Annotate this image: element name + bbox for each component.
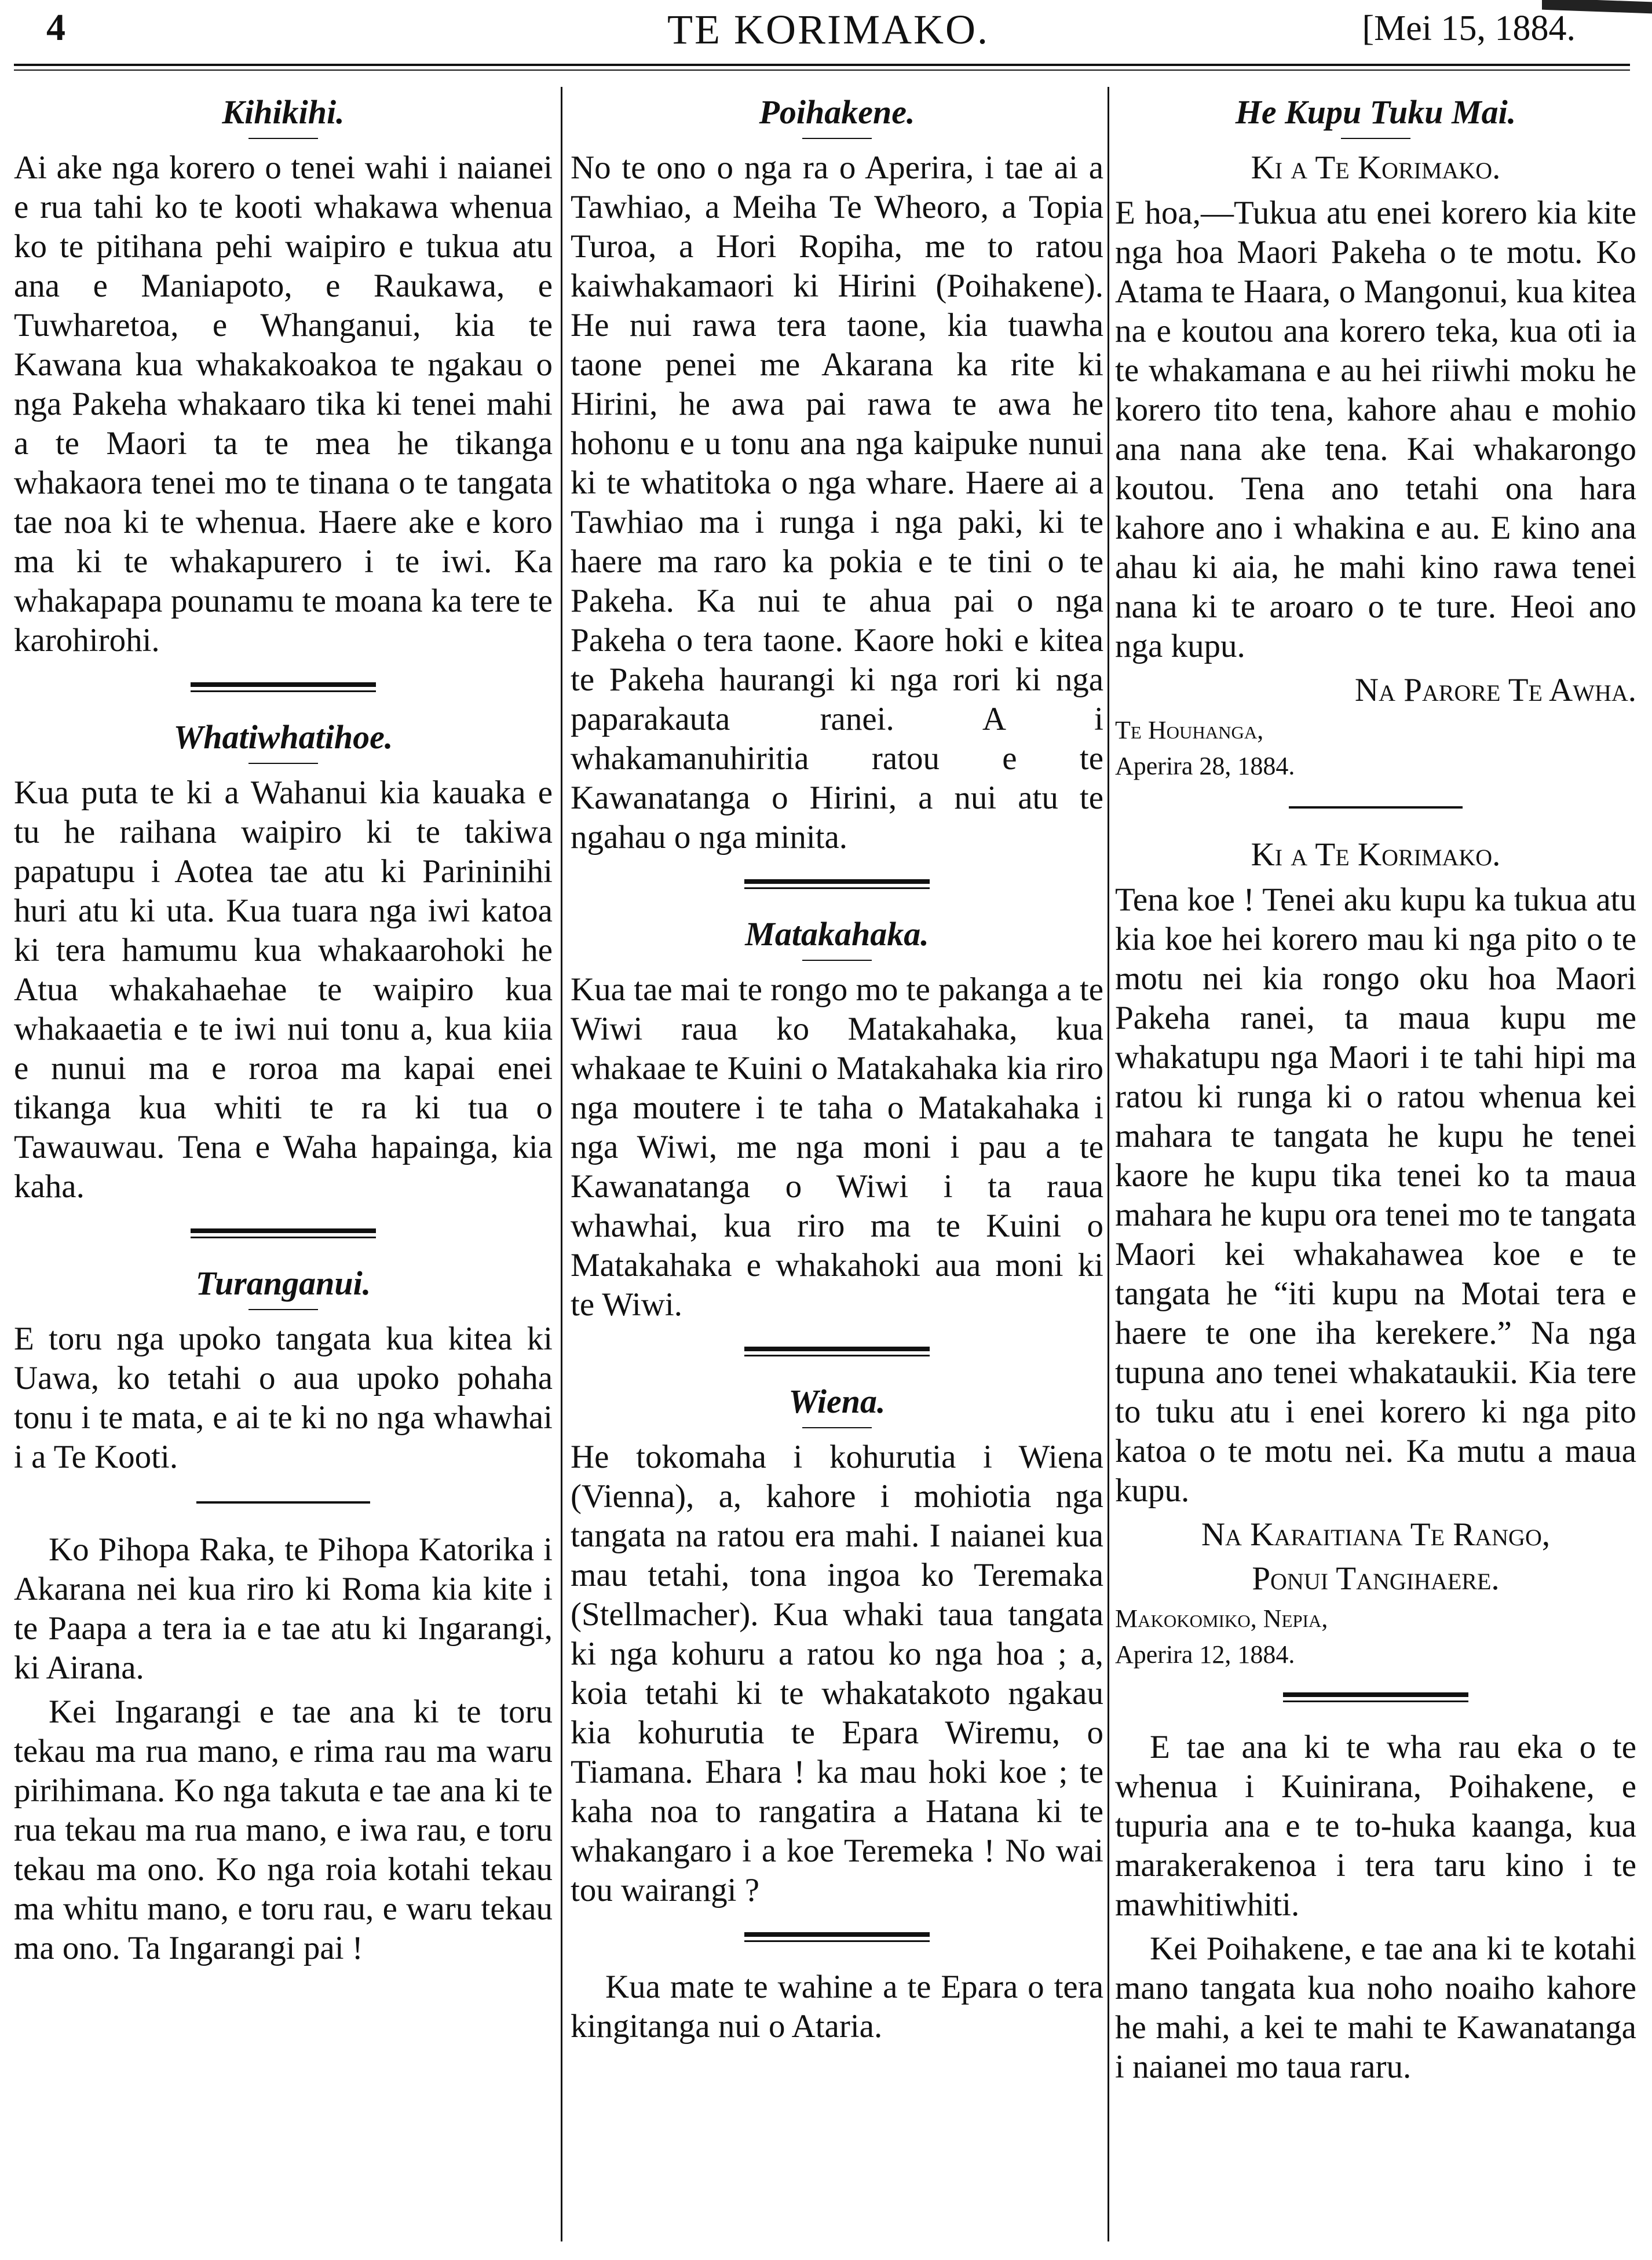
heading-rule bbox=[802, 1427, 872, 1428]
column-1 bbox=[14, 93, 553, 1973]
article-heading-turanganui: Turanganui. bbox=[195, 1264, 371, 1302]
article-body-turanganui: E toru nga upoko tangata kua kitea ki Uawa, ko tetahi o aua upoko pohaha tonu i te mata, e ai te ki no nga whawhai i a Te Kooti. bbox=[14, 1321, 553, 1475]
section-divider bbox=[1283, 1692, 1468, 1702]
letter-signature-1: Na Parore Te Awha. bbox=[1354, 672, 1636, 708]
article-heading-wiena: Wiena. bbox=[788, 1383, 886, 1420]
header-rule bbox=[14, 64, 1630, 66]
section-divider bbox=[744, 879, 930, 889]
article-heading-whatiwhatihoe: Whatiwhatihoe. bbox=[173, 718, 393, 756]
article-body-poihakene: No te ono o nga ra o Aperira, i tae ai a Tawhiao, a Meiha Te Wheoro, a Topia Turoa, a Hori Ropiha, me to ratou kaiwhakamaori ki Hirini (Poihakene). He nui rawa tera taone, kia tuawha taone penei me Akarana ka rite ki Hirini, he awa pai rawa te awa he hohonu e u tonu ana nga kaipuke nunui ki te whatitoka o nga whare. Haere ai a Tawhiao ma i runga i nga paki, ki te haere ma raro ka pokia e te tini o te Pakeha. Ka nui te ahua pai o nga Pakeha o tera taone. Kaore hoki e kitea te Pakeha haurangi ki nga rori ki nga paparakauta ranei. A i whakamanuhiritia ratou e te Kawanatanga o Hirini, a nui atu te ngahau o nga minita. bbox=[571, 149, 1103, 855]
column-divider-2 bbox=[1108, 87, 1109, 2241]
section-divider bbox=[744, 1347, 930, 1356]
section-divider bbox=[191, 1228, 376, 1238]
section-rule bbox=[1289, 806, 1463, 809]
article-body-kuinirana-2: Kei Poihakene, e tae ana ki te kotahi mano tangata kua noho noaiho kahore he mahi, a kei te mahi te Kawanatanga i naianei mo taua raru. bbox=[1115, 1930, 1636, 2085]
issue-date: [Mei 15, 1884. bbox=[1362, 9, 1576, 48]
masthead-title: TE KORIMAKO. bbox=[667, 6, 989, 53]
letter-signature-2b: Ponui Tangihaere. bbox=[1252, 1560, 1500, 1597]
article-body-matakahaka: Kua tae mai te rongo mo te pakanga a te Wiwi raua ko Matakahaka, kua whakaae te Kuini o Matakahaka kia riro nga moutere i te taha o Matakahaka i nga Wiwi, me nga moni i pau a te Kawanatanga o Wiwi i ta raua whawhai, kua riro ma te Kuini o Matakahaka e whakahoki aua moni ki te Wiwi. bbox=[571, 971, 1103, 1323]
letter-addressee-1: Ki a Te Korimako. bbox=[1251, 149, 1501, 186]
article-heading-matakahaka: Matakahaka. bbox=[745, 915, 929, 953]
column-3 bbox=[1115, 93, 1636, 2091]
heading-rule bbox=[1341, 138, 1410, 139]
letter-date-1: Aperira 28, 1884. bbox=[1115, 752, 1295, 780]
article-body-kuinirana-1: E tae ana ki te wha rau eka o te whenua i Kuinirana, Poihakene, e tupuria ana e te to-huka kaanga, kua marakerakenoa i tera taru kino i te mawhitiwhiti. bbox=[1115, 1729, 1636, 1923]
heading-rule bbox=[802, 960, 872, 961]
page-number: 4 bbox=[46, 6, 65, 49]
letter-place-1: Te Houhanga, bbox=[1115, 716, 1264, 744]
letter-body-1: E hoa,—Tukua atu enei korero kia kite nga hoa Maori Pakeha o te motu. Ko Atama te Haara, o Mangonui, kua kitea na e koutou ana korero teka, kua oti ia te whakamana e au hei riiwhi moku he korero tito tena, kahore ahau e mohio ana nana ake tena. Kai whakarongo koutou. Tena ano tetahi ona hara kahore ano i whakina e au. E kino ana ahau ki aia, he mahi kino rawa tenei nana ki te aroaro o te ture. Heoi ano nga kupu. bbox=[1115, 195, 1636, 664]
section-divider bbox=[191, 682, 376, 692]
column-divider-1 bbox=[561, 87, 562, 2241]
article-body-kihikihi: Ai ake nga korero o tenei wahi i naianei e rua tahi ko te kooti whakawa whenua ko te pitihana pehi waipiro e tukua atu ana e Maniapoto, e Raukawa, e Tuwharetoa, e Whanganui, kia te Kawana kua whakakoakoa te ngakau o nga Pakeha whakaaro tika ki tenei mahi a te Maori ta te mea he tikanga whakaora tenei mo te tinana o te tangata tae noa ki te whenua. Haere ake e koro ma ki te whakapurero i te iwi. Ka whakapapa pounamu te moana ka tere te karohirohi. bbox=[14, 149, 553, 659]
letter-date-2: Aperira 12, 1884. bbox=[1115, 1640, 1295, 1669]
heading-rule bbox=[802, 138, 872, 139]
letter-signature-2a: Na Karaitiana Te Rango, bbox=[1201, 1516, 1551, 1553]
section-divider bbox=[744, 1932, 930, 1942]
article-body-pihopa-2: Kei Ingarangi e tae ana ki te toru tekau ma rua mano, e rima rau ma waru pirihimana. Ko nga takuta e tae ana ki te rua tekau ma rua mano, e iwa rau, e toru tekau ma ono. Ko nga roia kotahi tekau ma whitu mano, e toru rau, e waru tekau ma ono. Ta Ingarangi pai ! bbox=[14, 1694, 553, 1966]
section-rule bbox=[196, 1501, 370, 1504]
article-body-mate: Kua mate te wahine a te Epara o tera kingitanga nui o Ataria. bbox=[571, 1969, 1103, 2045]
article-body-whatiwhatihoe: Kua puta te ki a Wahanui kia kauaka e tu he raihana waipiro ki te takiwa papatupu i Aotea tae atu ki Parininihi huri atu ki uta. Kua tuara nga iwi katoa ki tera hamumu kua whakaarohoki he Atua whakahaehae te waipiro kua whakaaetia e te iwi nui tonu a, kua kiia e nunui ma e roroa ma kapai enei tikanga kua whiti te ra ki tua o Tawauwau. Tena e Waha hapainga, kia kaha. bbox=[14, 774, 553, 1205]
heading-rule bbox=[248, 763, 318, 764]
article-body-wiena: He tokomaha i kohurutia i Wiena (Vienna), a, kahore i mohiotia nga tangata na ratou era mahi. I naianei kua mau tetahi, tona ingoa ko Teremaka (Stellmacher). Kua whaki taua tangata ki nga kohuru a ratou ko nga hoa ; a, koia tetahi ki te whakatakoto ngakau kia kohurutia te Epara Wiremu, o Tiamana. Ehara ! ka mau hoki koe ; te kaha noa to rangatira a Hatana ki te whakangaro i a koe Teremeka ! No wai tou wairangi ? bbox=[571, 1439, 1103, 1908]
article-body-pihopa-1: Ko Pihopa Raka, te Pihopa Katorika i Akarana nei kua riro ki Roma kia kite i te Paapa a tera ia e tae atu ki Ingarangi, ki Airana. bbox=[14, 1531, 553, 1686]
column-2 bbox=[571, 93, 1103, 2051]
article-heading-kupu-tuku-mai: He Kupu Tuku Mai. bbox=[1235, 93, 1516, 131]
letter-addressee-2: Ki a Te Korimako. bbox=[1251, 836, 1501, 873]
page-header bbox=[23, 5, 1633, 63]
letter-place-2: Makokomiko, Nepia, bbox=[1115, 1604, 1328, 1633]
heading-rule bbox=[248, 138, 318, 139]
article-heading-kihikihi: Kihikihi. bbox=[222, 93, 345, 131]
letter-body-2: Tena koe ! Tenei aku kupu ka tukua atu kia koe hei korero mau ki nga pito o te motu nei kia rongo oku hoa Maori Pakeha ranei, ta maua kupu me whakatupu nga Maori i te tahi hipi ma ratou ki runga ki o ratou whenua kei mahara te tangata he kupu he tenei kaore he kupu tika tenei ko ta maua mahara he kupu ora tenei mo te tangata Maori kei whakahawea koe e te tangata he “iti kupu na Motai tera e haere te one iha kerekere.” Na nga tupuna ano tenei whakataukii. Kia tere to tuku atu i enei korero ki nga pito katoa o te motu nei. Ka mutu a maua kupu. bbox=[1115, 882, 1636, 1509]
header-rule-thin bbox=[14, 70, 1630, 71]
article-heading-poihakene: Poihakene. bbox=[759, 93, 915, 131]
heading-rule bbox=[248, 1309, 318, 1310]
